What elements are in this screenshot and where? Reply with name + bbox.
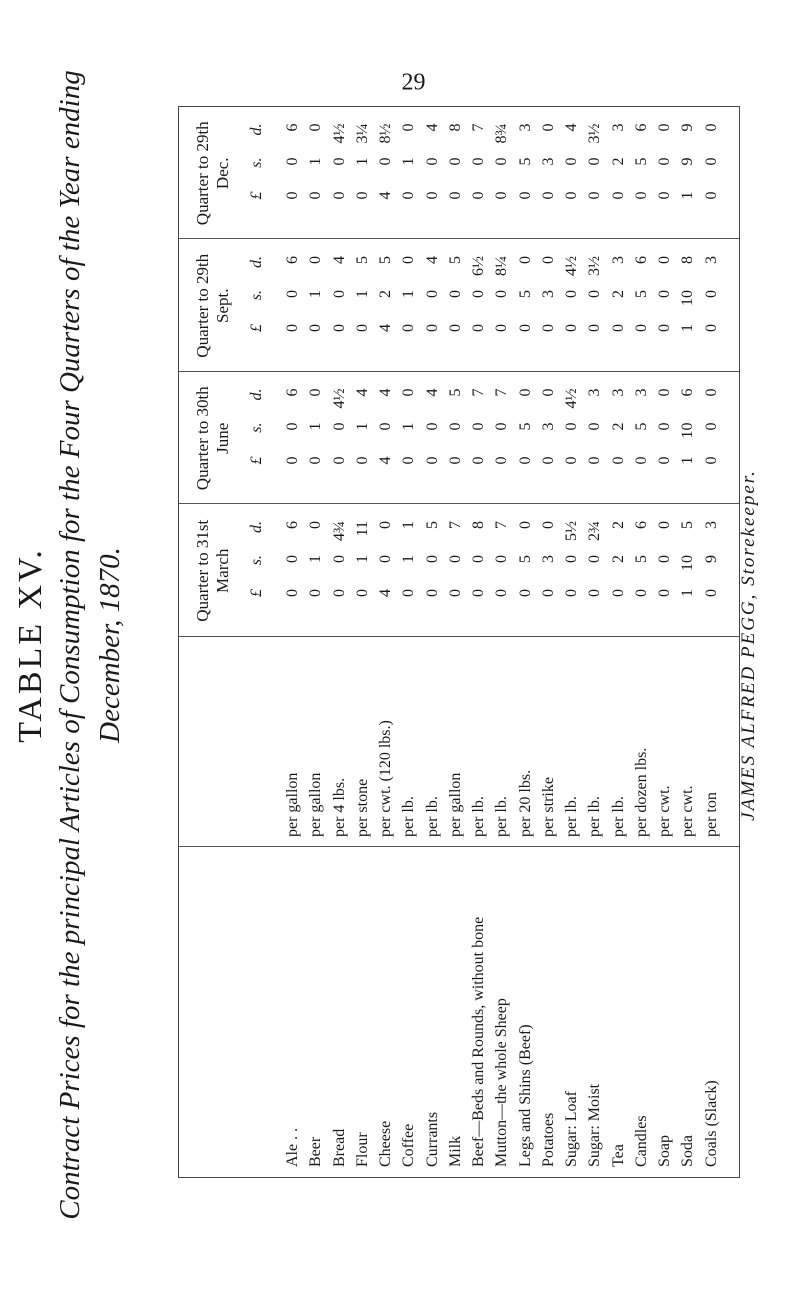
price-value: 4½ xyxy=(330,123,348,144)
price-value: 1 xyxy=(679,456,697,465)
article-name: Soda xyxy=(679,1135,697,1167)
price-value: 7 xyxy=(493,521,511,529)
article-unit: per dozen lbs. xyxy=(632,747,650,837)
price-value: 0 xyxy=(307,388,325,397)
price-value: 1 xyxy=(307,422,325,431)
article-unit: per cwt. (120 lbs.) xyxy=(377,720,395,837)
article-name: Milk xyxy=(446,1135,464,1167)
article-name: Cheese xyxy=(377,1120,395,1167)
price-value: 4½ xyxy=(563,256,581,276)
article-unit: per lb. xyxy=(609,796,627,837)
article-name: Flour xyxy=(353,1132,371,1167)
price-value: 0 xyxy=(446,456,464,465)
price-value: 0 xyxy=(446,191,464,200)
article-unit: per 20 lbs. xyxy=(516,769,534,837)
price-value: 0 xyxy=(586,191,604,200)
price-value: 0 xyxy=(470,589,488,597)
price-value: 2 xyxy=(609,290,627,298)
price-value: 0 xyxy=(539,456,557,465)
price-value: 1 xyxy=(353,290,371,298)
article-unit: per lb. xyxy=(586,796,604,837)
article-unit: per stone xyxy=(353,778,371,837)
price-value: 0 xyxy=(330,589,348,597)
price-value: 10 xyxy=(679,290,697,306)
column-divider xyxy=(179,846,739,847)
article-name: Tea xyxy=(609,1144,627,1167)
price-value: 11 xyxy=(353,521,371,537)
price-value: 0 xyxy=(470,555,488,563)
price-value: 0 xyxy=(470,324,488,332)
page-number: 29 xyxy=(401,69,426,96)
price-value: 3¼ xyxy=(353,123,371,144)
price-value: 0 xyxy=(423,324,441,332)
article-name: Bread xyxy=(330,1128,348,1167)
price-value: 10 xyxy=(679,422,697,439)
price-value: 0 xyxy=(400,191,418,200)
article-name: Legs and Shins (Beef) xyxy=(516,1024,534,1167)
price-value: 0 xyxy=(307,324,325,332)
price-value: 8 xyxy=(679,256,697,264)
price-value: 0 xyxy=(423,422,441,431)
price-value: 0 xyxy=(284,555,301,563)
price-value: 0 xyxy=(609,589,627,597)
price-value: 1 xyxy=(400,157,418,166)
price-value: 1 xyxy=(679,589,697,597)
price-value: 0 xyxy=(446,324,464,332)
column-divider xyxy=(179,636,739,637)
price-value: 0 xyxy=(493,456,511,465)
price-value: 0 xyxy=(330,324,348,332)
price-value: 0 xyxy=(307,456,325,465)
price-value: 5 xyxy=(446,388,464,397)
price-value: 5 xyxy=(516,290,534,298)
price-value: 0 xyxy=(400,256,418,264)
price-value: 0 xyxy=(307,589,325,597)
price-value: 6 xyxy=(632,256,650,264)
price-value: 5 xyxy=(632,555,650,563)
price-value: 0 xyxy=(702,589,720,597)
price-value: 6 xyxy=(284,256,301,264)
quarter-header: Quarter to 30th June xyxy=(193,386,232,491)
price-value: 0 xyxy=(307,123,325,132)
price-value: 0 xyxy=(493,290,511,298)
price-value: 2 xyxy=(609,422,627,431)
price-value: 8¼ xyxy=(493,256,511,276)
price-value: 10 xyxy=(679,555,697,571)
price-value: 8 xyxy=(470,521,488,529)
price-value: 3 xyxy=(516,123,534,132)
price-value: 0 xyxy=(702,290,720,298)
price-value: 4 xyxy=(377,324,395,332)
price-value: 0 xyxy=(446,589,464,597)
price-value: 0 xyxy=(493,555,511,563)
price-value: 0 xyxy=(470,157,488,166)
storekeeper-signature: JAMES ALFRED PEGG, Storekeeper. xyxy=(738,469,759,821)
price-value: 0 xyxy=(423,191,441,200)
price-value: 0 xyxy=(493,191,511,200)
currency-column-label: s. xyxy=(248,422,265,433)
currency-column-label: d. xyxy=(248,388,265,401)
price-value: 3 xyxy=(539,422,557,431)
price-value: 7 xyxy=(470,123,488,132)
price-value: 6 xyxy=(632,521,650,529)
price-value: 5 xyxy=(516,422,534,431)
price-value: 0 xyxy=(539,123,557,132)
price-value: 6 xyxy=(284,521,301,529)
price-value: 1 xyxy=(679,191,697,200)
price-value: 4 xyxy=(377,589,395,597)
price-value: 4 xyxy=(377,456,395,465)
currency-column-label: £ xyxy=(248,456,265,465)
price-value: 0 xyxy=(353,324,371,332)
currency-column-label: s. xyxy=(248,290,265,301)
price-value: 0 xyxy=(377,422,395,431)
price-value: 0 xyxy=(586,290,604,298)
price-value: 0 xyxy=(516,256,534,264)
price-value: 0 xyxy=(493,589,511,597)
price-value: 3½ xyxy=(586,256,604,276)
price-value: 0 xyxy=(609,191,627,200)
price-value: 0 xyxy=(400,388,418,397)
currency-column-label: d. xyxy=(248,256,265,268)
column-divider xyxy=(179,504,739,505)
price-value: 0 xyxy=(656,123,674,132)
price-value: 5 xyxy=(632,290,650,298)
price-value: 6½ xyxy=(470,256,488,276)
price-value: 1 xyxy=(307,157,325,166)
price-value: 1 xyxy=(400,422,418,431)
price-value: 0 xyxy=(563,422,581,431)
price-value: 3 xyxy=(539,157,557,166)
price-value: 0 xyxy=(307,521,325,529)
price-value: 4 xyxy=(377,388,395,397)
article-unit: per lb. xyxy=(563,796,581,837)
price-value: 0 xyxy=(284,422,301,431)
price-value: 0 xyxy=(539,521,557,529)
price-value: 0 xyxy=(632,456,650,465)
price-value: 0 xyxy=(563,324,581,332)
price-value: 2 xyxy=(609,521,627,529)
article-unit: per gallon xyxy=(307,772,325,837)
price-value: 0 xyxy=(609,324,627,332)
price-value: 5 xyxy=(516,157,534,166)
price-value: 9 xyxy=(679,123,697,132)
price-value: 3 xyxy=(609,256,627,264)
price-value: 0 xyxy=(330,157,348,166)
price-value: 2 xyxy=(377,290,395,298)
currency-column-label: £ xyxy=(248,324,265,332)
price-value: 0 xyxy=(656,157,674,166)
price-value: 0 xyxy=(702,456,720,465)
price-value: 0 xyxy=(470,290,488,298)
price-value: 3 xyxy=(539,555,557,563)
price-value: 0 xyxy=(516,456,534,465)
price-value: 0 xyxy=(516,589,534,597)
price-value: 0 xyxy=(586,324,604,332)
price-value: 0 xyxy=(563,555,581,563)
price-value: 0 xyxy=(563,456,581,465)
price-value: 0 xyxy=(470,191,488,200)
price-value: 5 xyxy=(446,256,464,264)
price-value: 0 xyxy=(656,324,674,332)
price-value: 0 xyxy=(563,290,581,298)
currency-column-label: s. xyxy=(248,157,265,168)
article-name: Beer xyxy=(307,1136,325,1167)
price-value: 0 xyxy=(400,456,418,465)
price-value: 0 xyxy=(284,290,301,298)
price-value: 2 xyxy=(609,157,627,166)
price-value: 6 xyxy=(632,123,650,132)
article-name: Ale . . xyxy=(284,1127,301,1167)
price-value: 0 xyxy=(446,157,464,166)
article-unit: per 4 lbs. xyxy=(330,777,348,837)
price-value: 7 xyxy=(446,521,464,529)
table-number: TABLE XV. xyxy=(12,547,49,743)
price-value: 0 xyxy=(423,456,441,465)
price-value: 0 xyxy=(377,555,395,563)
article-unit: per strike xyxy=(539,777,557,837)
currency-column-label: s. xyxy=(248,555,265,566)
price-value: 0 xyxy=(516,521,534,529)
price-value: 3 xyxy=(609,123,627,132)
quarter-header: Quarter to 29th Sept. xyxy=(193,253,232,358)
quarter-header: Quarter to 29th Dec. xyxy=(193,121,232,226)
article-name: Candles xyxy=(632,1115,650,1167)
price-value: 0 xyxy=(423,157,441,166)
price-value: 0 xyxy=(609,456,627,465)
price-value: 0 xyxy=(330,456,348,465)
price-value: 0 xyxy=(539,191,557,200)
price-value: 0 xyxy=(586,555,604,563)
price-value: 0 xyxy=(353,191,371,200)
price-value: 0 xyxy=(446,555,464,563)
price-value: 0 xyxy=(353,589,371,597)
article-name: Sugar: Moist xyxy=(586,1083,604,1167)
price-value: 7 xyxy=(470,388,488,397)
price-value: 6 xyxy=(284,388,301,397)
price-value: 2¾ xyxy=(586,521,604,541)
price-value: 8¾ xyxy=(493,123,511,144)
heading xyxy=(0,0,170,1290)
price-value: 0 xyxy=(586,456,604,465)
price-value: 0 xyxy=(656,290,674,298)
price-value: 5 xyxy=(353,256,371,264)
price-value: 0 xyxy=(632,324,650,332)
price-value: 0 xyxy=(307,191,325,200)
price-value: 0 xyxy=(470,456,488,465)
price-value: 3 xyxy=(609,388,627,397)
price-value: 0 xyxy=(493,422,511,431)
price-value: 0 xyxy=(400,589,418,597)
price-value: 0 xyxy=(656,422,674,431)
price-value: 1 xyxy=(400,555,418,563)
price-value: 3 xyxy=(539,290,557,298)
quarter-header: Quarter to 31st March xyxy=(193,519,232,622)
price-value: 0 xyxy=(539,324,557,332)
price-value: 0 xyxy=(493,157,511,166)
price-value: 3 xyxy=(702,256,720,264)
price-value: 1 xyxy=(353,157,371,166)
price-value: 0 xyxy=(353,456,371,465)
price-value: 0 xyxy=(563,589,581,597)
price-value: 4 xyxy=(423,256,441,264)
price-value: 0 xyxy=(446,290,464,298)
price-value: 3 xyxy=(632,388,650,397)
article-name: Beef—Beds and Rounds, without bone xyxy=(470,916,488,1167)
price-value: 0 xyxy=(284,589,301,597)
price-value: 3½ xyxy=(586,123,604,144)
price-table xyxy=(178,106,740,1178)
price-value: 0 xyxy=(493,324,511,332)
article-unit: per lb. xyxy=(400,796,418,837)
price-value: 0 xyxy=(284,191,301,200)
article-unit: per lb. xyxy=(470,796,488,837)
price-value: 3 xyxy=(586,388,604,397)
price-value: 0 xyxy=(516,388,534,397)
price-value: 0 xyxy=(446,422,464,431)
table-title: Contract Prices for the principal Articles of Consumption for the Four Quarters of the Year ending xyxy=(54,70,86,1220)
price-value: 0 xyxy=(423,290,441,298)
price-value: 0 xyxy=(702,191,720,200)
price-value: 0 xyxy=(330,191,348,200)
price-value: 6 xyxy=(284,123,301,132)
price-value: 1 xyxy=(307,290,325,298)
price-value: 0 xyxy=(377,521,395,529)
price-value: 0 xyxy=(632,589,650,597)
article-unit: per ton xyxy=(702,792,720,837)
price-value: 0 xyxy=(656,256,674,264)
article-name: Coffee xyxy=(400,1123,418,1167)
price-value: 5 xyxy=(632,157,650,166)
article-unit: per cwt. xyxy=(679,785,697,837)
currency-column-label: d. xyxy=(248,123,265,136)
price-value: 0 xyxy=(702,157,720,166)
price-value: 1 xyxy=(400,290,418,298)
article-unit: per lb. xyxy=(493,796,511,837)
price-value: 0 xyxy=(586,422,604,431)
price-value: 0 xyxy=(702,388,720,397)
price-value: 0 xyxy=(284,157,301,166)
price-value: 8 xyxy=(446,123,464,132)
price-value: 0 xyxy=(423,589,441,597)
price-value: 4 xyxy=(377,191,395,200)
article-unit: per gallon xyxy=(284,772,301,837)
price-value: 4½ xyxy=(330,388,348,409)
price-value: 5 xyxy=(377,256,395,264)
article-unit: per cwt. xyxy=(656,785,674,837)
price-value: 0 xyxy=(330,290,348,298)
price-value: 4½ xyxy=(563,388,581,409)
price-value: 0 xyxy=(307,256,325,264)
price-value: 0 xyxy=(400,123,418,132)
price-value: 0 xyxy=(702,324,720,332)
price-value: 0 xyxy=(632,191,650,200)
currency-column-label: £ xyxy=(248,589,265,597)
price-value: 1 xyxy=(353,422,371,431)
price-value: 0 xyxy=(656,456,674,465)
table-title-year: December, 1870. xyxy=(94,547,126,743)
price-value: 0 xyxy=(284,324,301,332)
price-value: 0 xyxy=(539,256,557,264)
price-value: 0 xyxy=(330,422,348,431)
price-value: 0 xyxy=(539,589,557,597)
price-value: 0 xyxy=(586,589,604,597)
price-value: 5 xyxy=(679,521,697,529)
article-name: Currants xyxy=(423,1111,441,1167)
price-value: 0 xyxy=(516,324,534,332)
price-value: 4 xyxy=(330,256,348,264)
price-value: 1 xyxy=(353,555,371,563)
price-value: 0 xyxy=(423,555,441,563)
price-value: 0 xyxy=(377,157,395,166)
price-value: 5 xyxy=(632,422,650,431)
price-value: 0 xyxy=(702,422,720,431)
price-value: 0 xyxy=(702,123,720,132)
price-value: 8½ xyxy=(377,123,395,144)
price-value: 0 xyxy=(400,324,418,332)
article-name: Mutton—the whole Sheep xyxy=(493,998,511,1167)
price-value: 0 xyxy=(656,191,674,200)
price-value: 7 xyxy=(493,388,511,397)
price-value: 0 xyxy=(563,157,581,166)
price-value: 0 xyxy=(656,555,674,563)
price-value: 0 xyxy=(656,589,674,597)
price-value: 0 xyxy=(330,555,348,563)
article-name: Coals (Slack) xyxy=(702,1080,720,1167)
price-value: 0 xyxy=(516,191,534,200)
price-value: 0 xyxy=(563,191,581,200)
column-divider xyxy=(179,371,739,372)
price-value: 5½ xyxy=(563,521,581,541)
price-value: 3 xyxy=(702,521,720,529)
price-value: 6 xyxy=(679,388,697,397)
price-value: 1 xyxy=(679,324,697,332)
price-value: 0 xyxy=(284,456,301,465)
price-value: 4 xyxy=(423,123,441,132)
article-name: Potatoes xyxy=(539,1112,557,1167)
price-value: 2 xyxy=(609,555,627,563)
price-value: 5 xyxy=(423,521,441,529)
price-value: 9 xyxy=(679,157,697,166)
currency-column-label: d. xyxy=(248,521,265,533)
price-value: 0 xyxy=(586,157,604,166)
price-value: 5 xyxy=(516,555,534,563)
price-value: 1 xyxy=(400,521,418,529)
column-divider xyxy=(179,239,739,240)
price-value: 0 xyxy=(656,388,674,397)
price-value: 0 xyxy=(539,388,557,397)
price-value: 4¾ xyxy=(330,521,348,541)
article-unit: per lb. xyxy=(423,796,441,837)
price-value: 0 xyxy=(656,521,674,529)
price-value: 9 xyxy=(702,555,720,563)
article-name: Soap xyxy=(656,1135,674,1167)
currency-column-label: £ xyxy=(248,191,265,200)
price-value: 4 xyxy=(563,123,581,132)
price-value: 1 xyxy=(307,555,325,563)
price-value: 4 xyxy=(353,388,371,397)
price-value: 4 xyxy=(423,388,441,397)
price-value: 0 xyxy=(470,422,488,431)
article-name: Sugar: Loaf xyxy=(563,1091,581,1167)
article-unit: per gallon xyxy=(446,772,464,837)
